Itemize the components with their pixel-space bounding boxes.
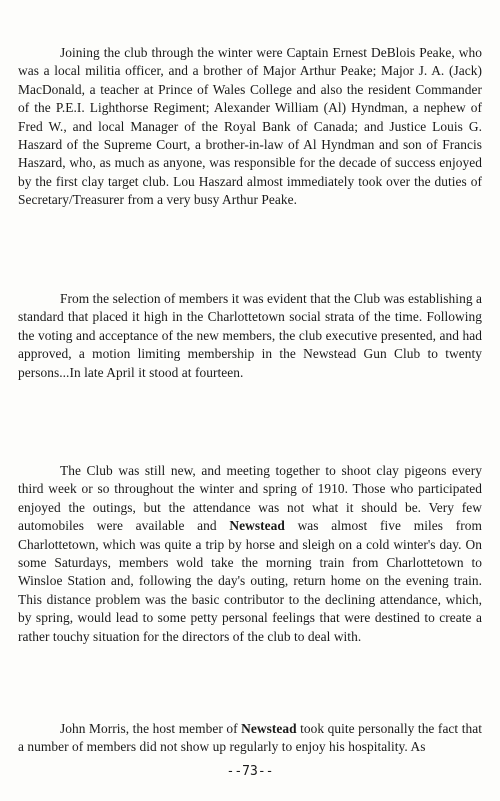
paragraph-attendance-problem xyxy=(18,462,482,646)
newstead-emphasis: Newstead xyxy=(229,518,285,534)
paragraph-text xyxy=(18,462,482,646)
text-run: took quite personally the fact that a number of members did not show up regularly to enjoy his hospitality. As xyxy=(18,721,482,755)
paragraph-text: From the selection of members it was evident that the Club was establishing a standard that placed it high in the Charlottetown social strata of the time. Following the voting and acceptance of the new members, the club executive presented, and had approved, a motion limiting membership in the Newstead Gun Club to twenty persons...In late April it stood at fourteen. xyxy=(18,291,482,380)
text-run: The Club was still new, and meeting together to shoot clay pigeons every third week or so throughout the winter and spring of 1910. Those who participated enjoyed the outings, but the attendance was not what it should be. Very few automobiles were available and xyxy=(18,463,482,534)
paragraph-text: Joining the club through the winter were Captain Ernest DeBlois Peake, who was a local militia officer, and a brother of Major Arthur Peake; Major J. A. (Jack) MacDonald, a teacher at Prince of Wales College and also the resident Commander of the P.E.I. Lighthorse Regiment; Alexander William (Al) Hyndman, a nephew of Fred W., and local Manager of the Royal Bank of Canada; and Justice Louis G. Haszard of the Supreme Court, a brother-in-law of Al Hyndman and son of Francis Haszard, who, as much as anyone, was responsible for the decade of success enjoyed by the first clay target club. Lou Haszard almost immediately took over the duties of Secretary/Treasurer from a very busy Arthur Peake. xyxy=(18,45,482,208)
paragraph-new-members xyxy=(18,44,482,210)
page-number: --73-- xyxy=(226,764,274,779)
newstead-emphasis: Newstead xyxy=(241,721,297,736)
paragraph-membership-standard xyxy=(18,290,482,382)
text-run: was almost five miles from Charlottetown, which was quite a trip by horse and sleigh on a cold winter's day. On some Saturdays, members wold take the morning train from Charlottetown to Winsloe Station and, following the day's outing, return home on the evening train. This distance problem was the basic contributor to the declining attendance, which, by spring, would lead to some petty personal feelings that were destined to create a rather touchy situation for the directors of the club to deal with. xyxy=(18,518,482,644)
paragraph-text xyxy=(18,720,482,757)
text-run: John Morris, the host member of xyxy=(60,721,242,736)
paragraph-john-morris xyxy=(18,720,482,757)
